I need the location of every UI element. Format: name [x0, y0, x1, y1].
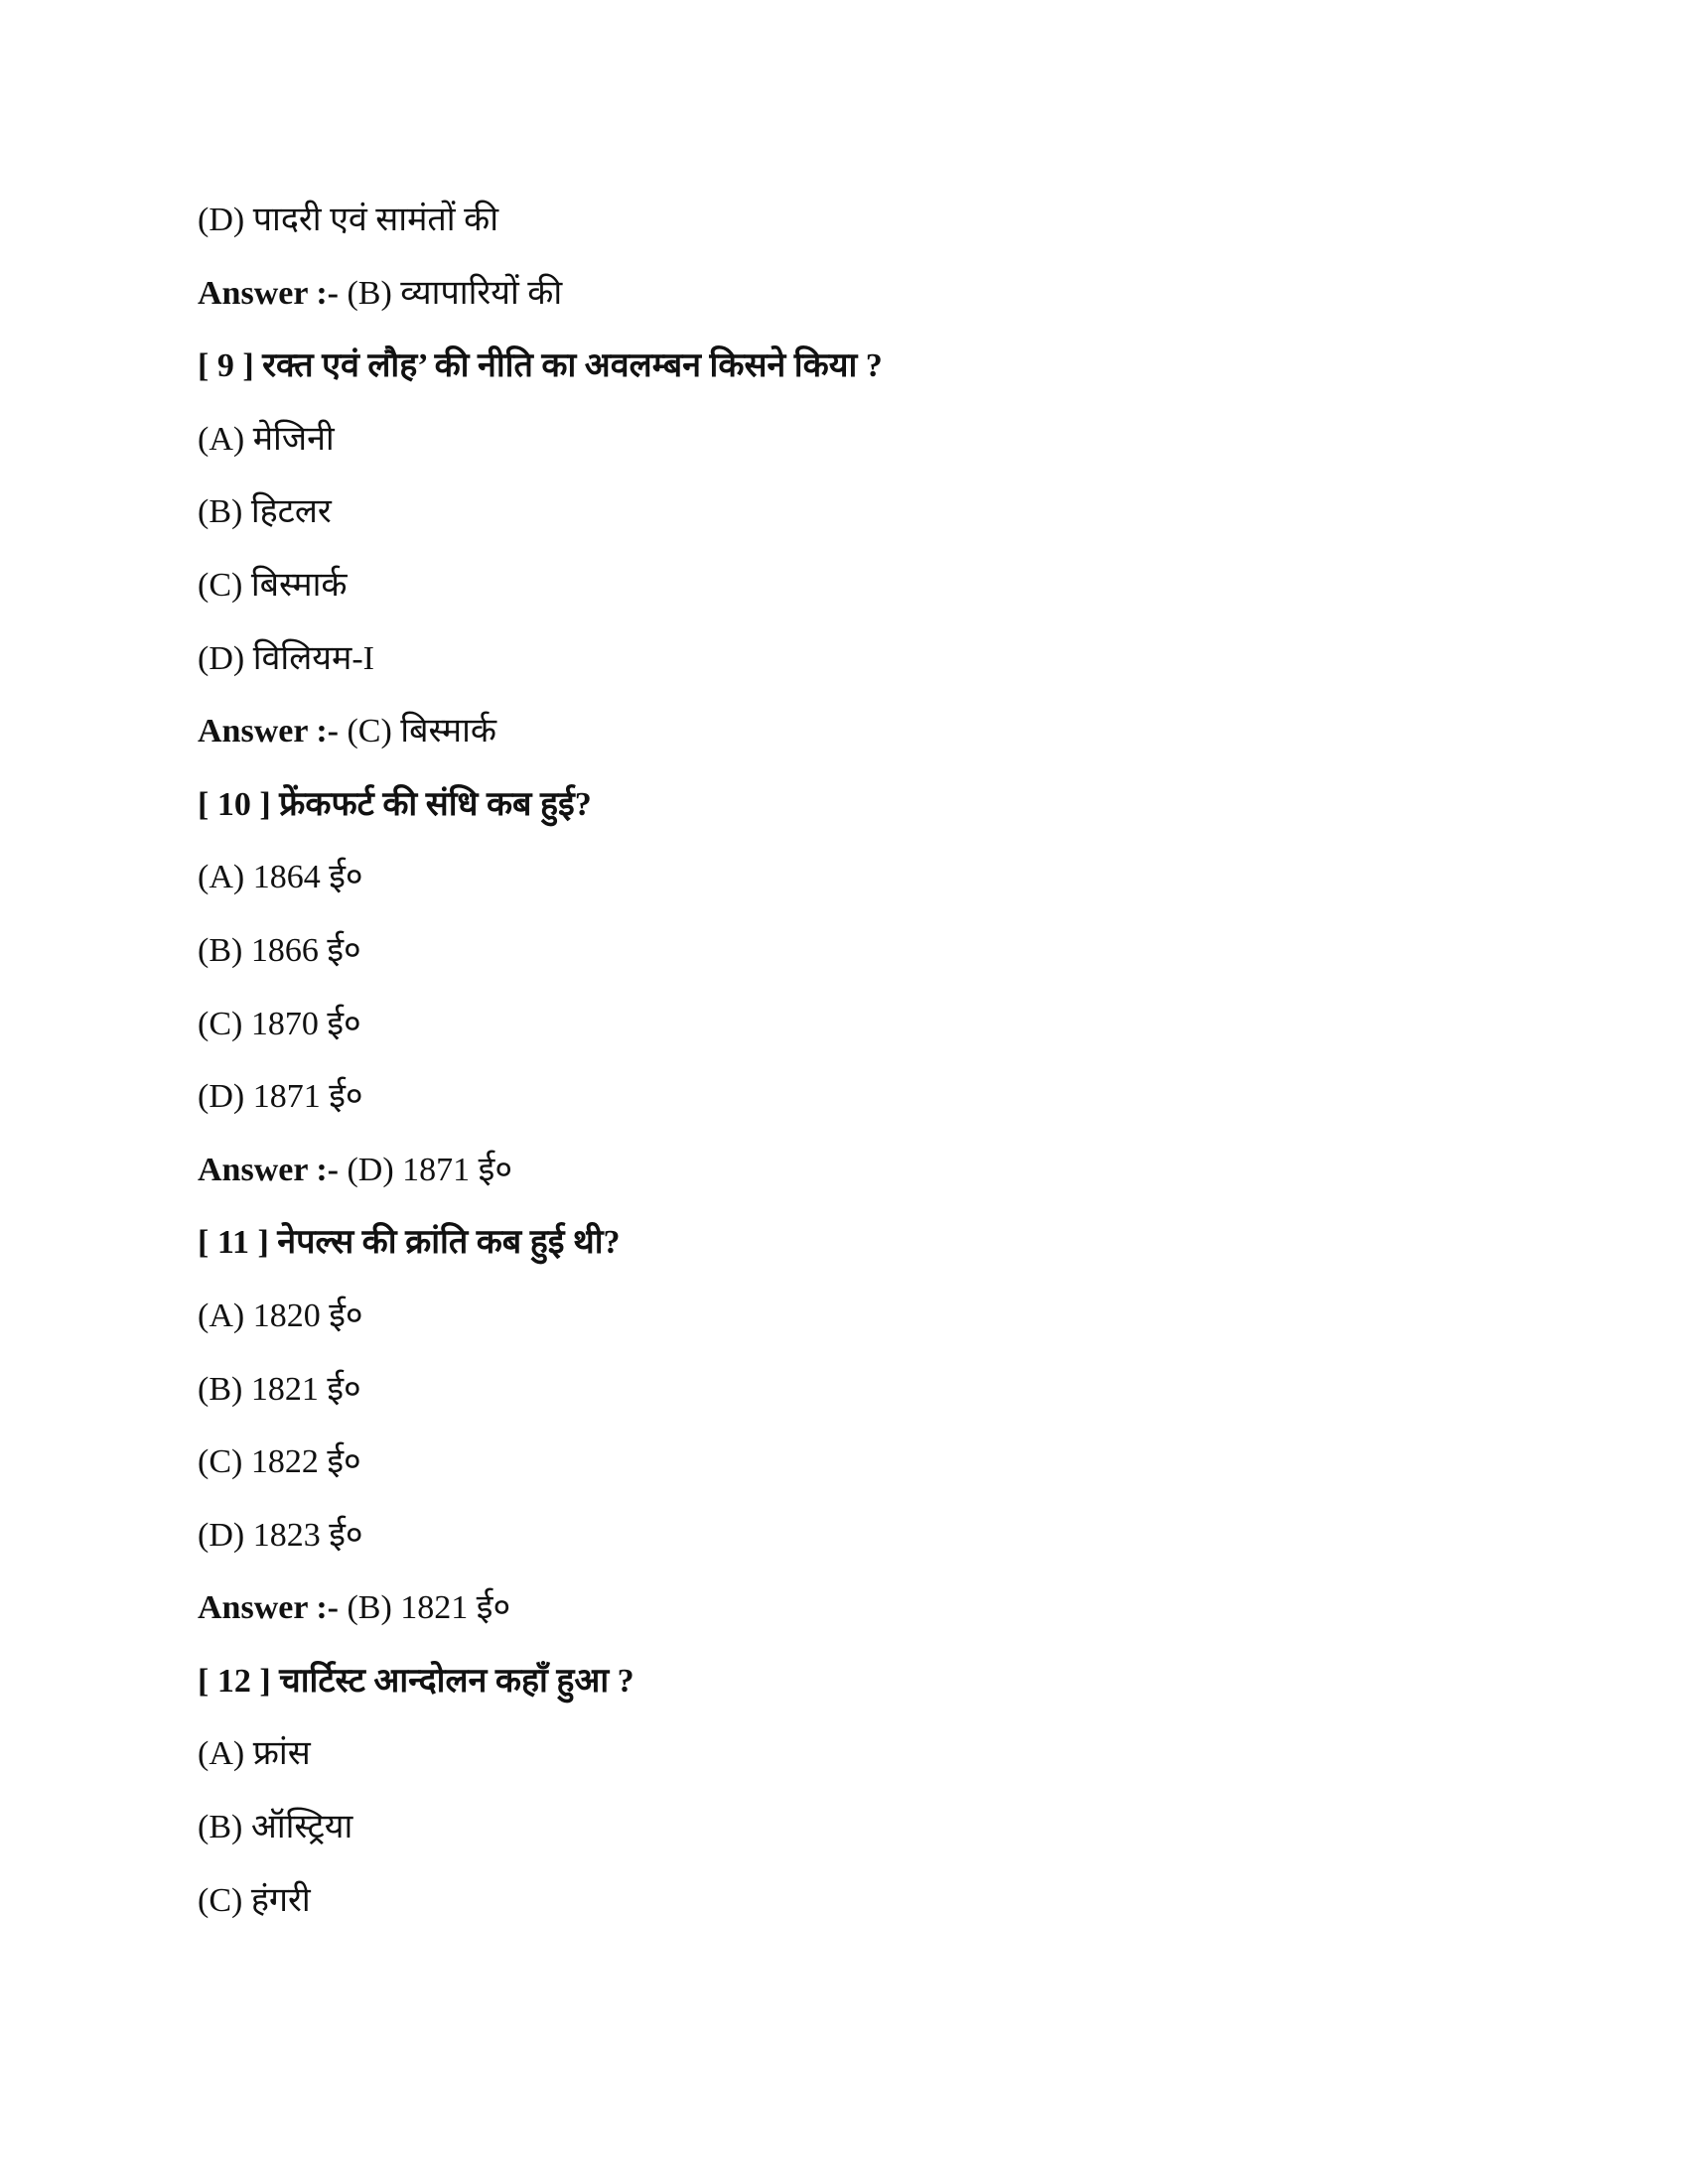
question-text: [ 11 ] नेपल्स की क्रांति कब हुई थी?: [198, 1224, 621, 1262]
question-text: [ 10 ] फ्रेंकफर्ट की संधि कब हुई?: [198, 785, 592, 823]
option-text: (C) बिस्मार्क: [198, 566, 348, 604]
option-text: (A) 1864 ई०: [198, 859, 363, 896]
question-text: [ 12 ] चार्टिस्ट आन्दोलन कहाँ हुआ ?: [198, 1662, 634, 1700]
option-text: (C) हंगरी: [198, 1881, 311, 1919]
option-text: (A) फ्रांस: [198, 1735, 311, 1773]
option-text: (B) 1821 ई०: [198, 1370, 361, 1408]
option-text: (C) 1870 ई०: [198, 1005, 361, 1042]
option-text: (D) 1871 ई०: [198, 1078, 363, 1116]
answer-value: (D) 1871 ई०: [338, 1151, 513, 1188]
answer-value: (B) 1821 ई०: [338, 1589, 511, 1627]
answer-label: Answer :-: [198, 1589, 339, 1627]
answer-line: [198, 257, 883, 331]
answer-line: [198, 1134, 883, 1207]
question-text: [ 9 ] रक्त एवं लौह’ की नीति का अवलम्बन किसने किया ?: [198, 347, 883, 385]
option-text: (B) 1866 ई०: [198, 931, 361, 969]
answer-label: Answer :-: [198, 1151, 339, 1188]
option-text: (D) विलियम-I: [198, 639, 374, 677]
answer-line: [198, 695, 883, 768]
quiz-content: [198, 184, 883, 1937]
answer-value: (C) बिस्मार्क: [338, 713, 496, 751]
option-text: (A) 1820 ई०: [198, 1297, 363, 1334]
option-text: (B) ऑस्ट्रिया: [198, 1809, 353, 1846]
option-text: (B) हिटलर: [198, 493, 332, 531]
option-text: (D) पादरी एवं सामंतों की: [198, 202, 499, 238]
answer-value: (B) व्यापारियों की: [338, 274, 563, 312]
option-text: (A) मेजिनी: [198, 420, 335, 458]
answer-line: [198, 1571, 883, 1645]
answer-label: Answer :-: [198, 713, 339, 751]
option-text: (C) 1822 ई०: [198, 1443, 361, 1481]
option-text: (D) 1823 ई०: [198, 1516, 363, 1554]
answer-label: Answer :-: [198, 274, 339, 312]
